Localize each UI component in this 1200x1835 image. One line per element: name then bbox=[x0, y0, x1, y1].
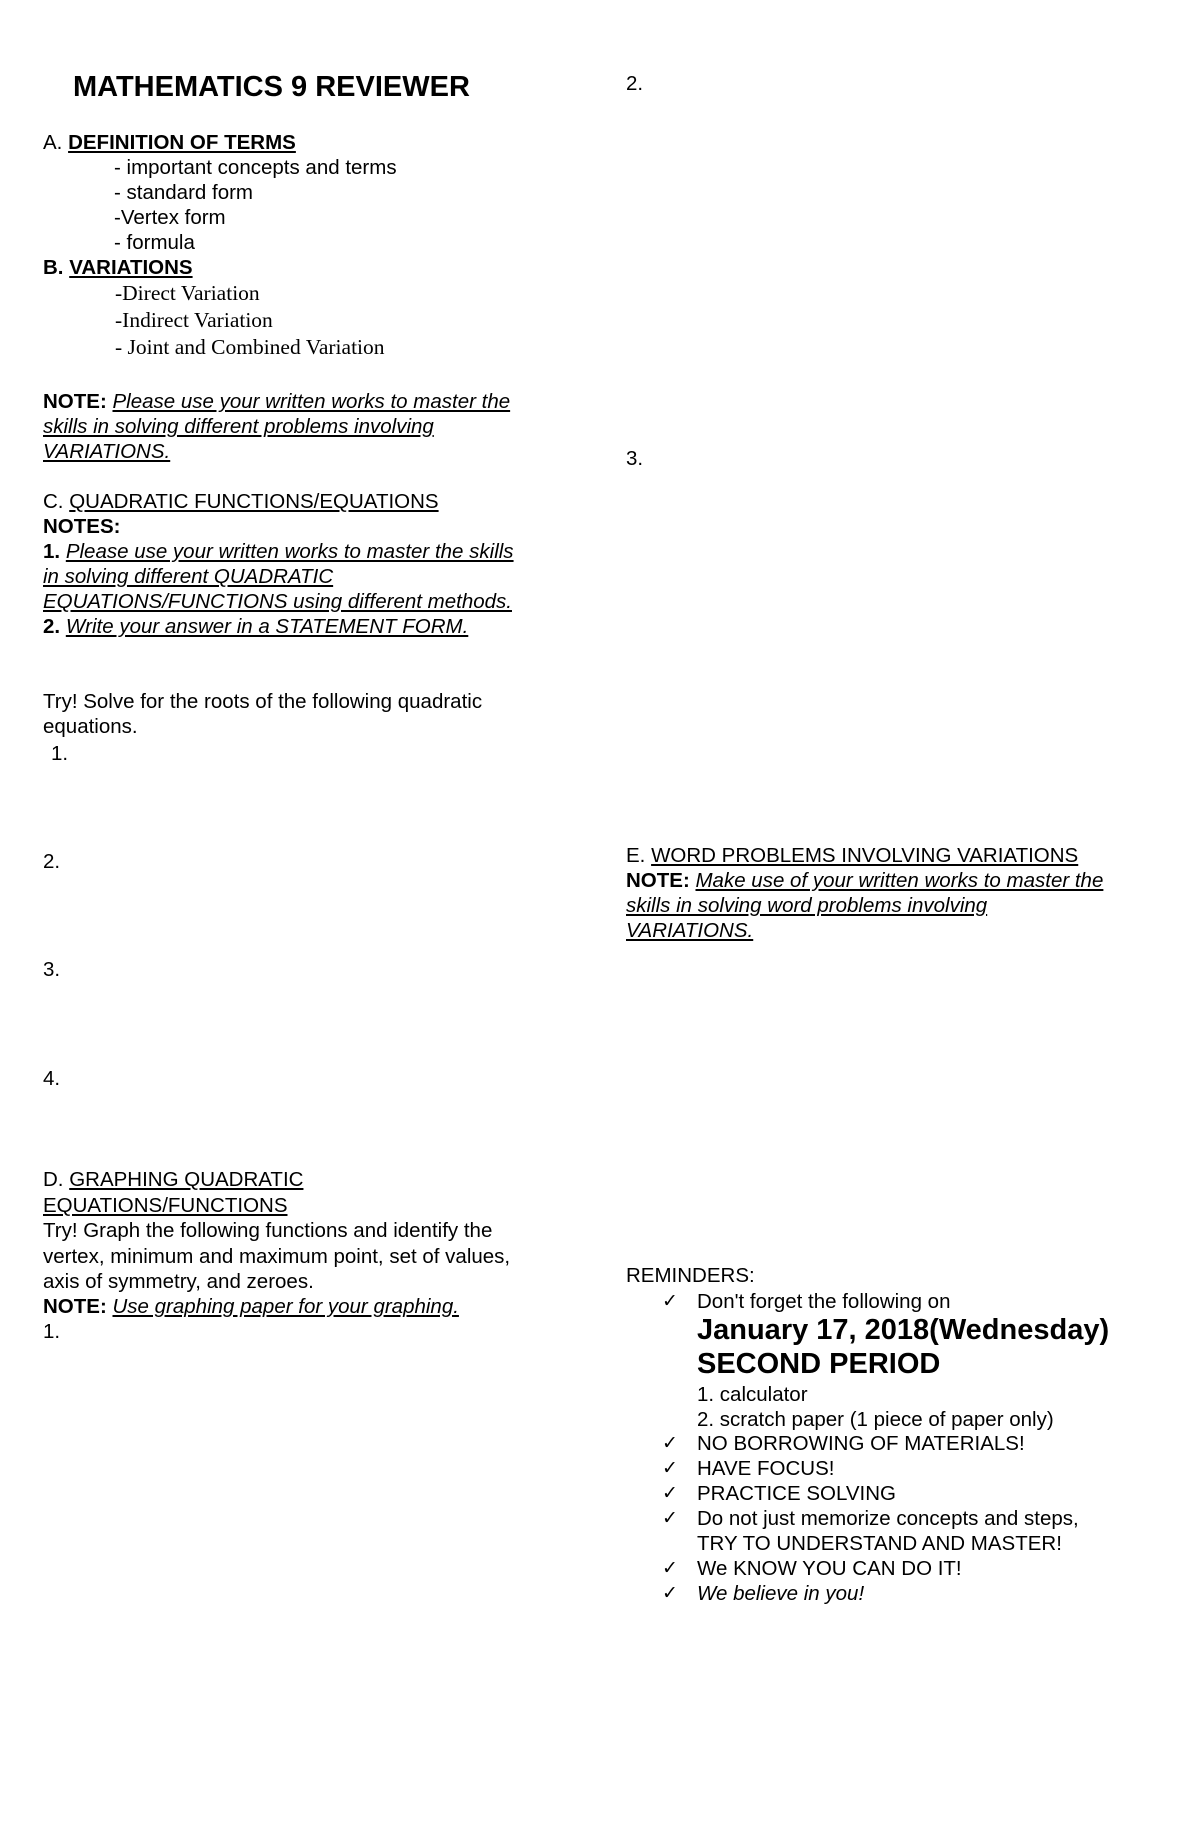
checkmark-icon: ✓ bbox=[662, 1582, 678, 1604]
section-b-item: -Indirect Variation bbox=[115, 308, 273, 332]
item-number: 1. bbox=[51, 742, 69, 765]
note-text: EQUATIONS/FUNCTIONS using different methods. bbox=[43, 590, 512, 613]
reminder-item: Do not just memorize concepts and steps, bbox=[697, 1507, 1079, 1530]
section-d-try: axis of symmetry, and zeroes. bbox=[43, 1270, 314, 1293]
note-number: 1. bbox=[43, 540, 61, 563]
section-d-heading bbox=[43, 1168, 303, 1193]
note-number: 2. bbox=[43, 615, 61, 638]
section-d-try: vertex, minimum and maximum point, set of values, bbox=[43, 1245, 511, 1268]
section-c-try: equations. bbox=[43, 715, 138, 738]
note-text: Please use your written works to master the skills bbox=[65, 540, 514, 563]
note-label: NOTE: bbox=[43, 1295, 107, 1318]
section-d-title: EQUATIONS/FUNCTIONS bbox=[43, 1194, 288, 1217]
section-e-note bbox=[626, 869, 1103, 894]
section-b-item: - Joint and Combined Variation bbox=[115, 335, 385, 359]
checkmark-icon: ✓ bbox=[662, 1290, 678, 1312]
section-b-item: -Direct Variation bbox=[115, 281, 260, 305]
section-d-letter: D. bbox=[43, 1168, 64, 1191]
reminder-item: Don't forget the following on bbox=[697, 1290, 951, 1313]
section-c-note-1 bbox=[43, 540, 514, 565]
reminder-material: 1. calculator bbox=[697, 1383, 808, 1406]
note-text: Use graphing paper for your graphing. bbox=[112, 1295, 459, 1318]
item-number: 3. bbox=[43, 958, 61, 981]
section-a-heading bbox=[43, 131, 296, 156]
checkmark-icon: ✓ bbox=[662, 1432, 678, 1454]
section-d-title: GRAPHING QUADRATIC bbox=[69, 1168, 304, 1191]
note-b-line bbox=[43, 390, 510, 415]
item-number: 1. bbox=[43, 1320, 61, 1343]
section-a-title: DEFINITION OF TERMS bbox=[68, 131, 296, 154]
reminder-item: NO BORROWING OF MATERIALS! bbox=[697, 1432, 1025, 1455]
reminder-period: SECOND PERIOD bbox=[697, 1348, 941, 1380]
section-b-letter: B. bbox=[43, 256, 64, 279]
note-text: Make use of your written works to master the bbox=[695, 869, 1104, 892]
section-e-heading bbox=[626, 844, 1078, 869]
section-c-note-2 bbox=[43, 615, 468, 640]
checkmark-icon: ✓ bbox=[662, 1482, 678, 1504]
note-text: VARIATIONS. bbox=[626, 919, 754, 942]
item-number: 4. bbox=[43, 1067, 61, 1090]
note-b-text: Please use your written works to master the bbox=[112, 390, 511, 413]
checkmark-icon: ✓ bbox=[662, 1507, 678, 1529]
checkmark-icon: ✓ bbox=[662, 1457, 678, 1479]
note-b-text: skills in solving different problems involving bbox=[43, 415, 434, 438]
section-a-item: -Vertex form bbox=[114, 206, 226, 229]
note-label: NOTE: bbox=[626, 869, 690, 892]
reminder-item: We KNOW YOU CAN DO IT! bbox=[697, 1557, 962, 1580]
section-d-try: Try! Graph the following functions and identify the bbox=[43, 1219, 493, 1242]
reminders-heading: REMINDERS: bbox=[626, 1264, 755, 1287]
section-c-title: QUADRATIC FUNCTIONS/EQUATIONS bbox=[69, 490, 439, 513]
section-d-note bbox=[43, 1295, 459, 1320]
section-a-item: - standard form bbox=[114, 181, 253, 204]
note-text: skills in solving word problems involving bbox=[626, 894, 988, 917]
item-number: 3. bbox=[626, 447, 644, 470]
reminder-item: HAVE FOCUS! bbox=[697, 1457, 835, 1480]
section-b-heading bbox=[43, 256, 193, 281]
section-c-letter: C. bbox=[43, 490, 64, 513]
note-b-text: VARIATIONS. bbox=[43, 440, 171, 463]
reminder-item: We believe in you! bbox=[697, 1582, 865, 1605]
section-c-heading bbox=[43, 490, 439, 515]
section-c-notes-label: NOTES: bbox=[43, 515, 121, 538]
checkmark-icon: ✓ bbox=[662, 1557, 678, 1579]
item-number: 2. bbox=[626, 72, 644, 95]
section-e-title: WORD PROBLEMS INVOLVING VARIATIONS bbox=[651, 844, 1079, 867]
section-a-item: - important concepts and terms bbox=[114, 156, 397, 179]
section-e-letter: E. bbox=[626, 844, 646, 867]
reminder-item: PRACTICE SOLVING bbox=[697, 1482, 896, 1505]
section-b-title: VARIATIONS bbox=[69, 256, 193, 279]
page-title: MATHEMATICS 9 REVIEWER bbox=[73, 71, 470, 103]
note-b-label: NOTE: bbox=[43, 390, 107, 413]
section-c-try: Try! Solve for the roots of the following quadratic bbox=[43, 690, 483, 713]
item-number: 2. bbox=[43, 850, 61, 873]
reminder-item: TRY TO UNDERSTAND AND MASTER! bbox=[697, 1532, 1062, 1555]
note-text: in solving different QUADRATIC bbox=[43, 565, 334, 588]
section-a-letter: A. bbox=[43, 131, 63, 154]
reminder-date: January 17, 2018(Wednesday) bbox=[697, 1314, 1110, 1346]
section-a-item: - formula bbox=[114, 231, 195, 254]
note-text: Write your answer in a STATEMENT FORM. bbox=[65, 615, 469, 638]
reminder-material: 2. scratch paper (1 piece of paper only) bbox=[697, 1408, 1054, 1431]
